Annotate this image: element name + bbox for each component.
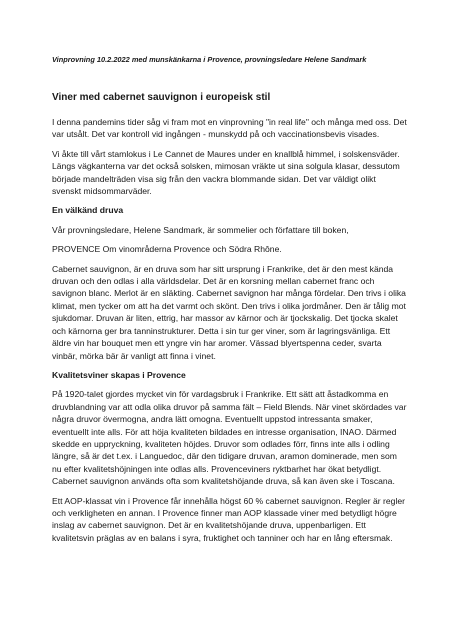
section2-paragraph-1: På 1920-talet gjordes mycket vin för vardagsbruk i Frankrike. Ett sätt att åstadkomma en druvblandning var att odla olika druvor på samma fält – Field Blends. När vinet skördades var några druvor övermogna, andra lätt omogna. Eventuellt uppstod intressanta smaker, eventuellt inte alls. För att höja kvaliteten bildades en intresse organisation, INAO. Därmed skedde en uppryckning, kvaliteten höjdes. Druvor som odlades förr, finns inte alls i odling längre, så är det t.ex. i Languedoc, där den tidigare druvan, aramon dominerade, men som nu efter kvalitetshöjningen inte odlas alls. Provenceviners ryktbarhet har ökat betydligt. Cabernet sauvignon används ofta som kvalitetshöjande druva, så kan även ske i Toscana.: [52, 389, 407, 487]
document-body: [52, 116, 407, 551]
section2-paragraph-2: Ett AOP-klassat vin i Provence får innehålla högst 60 % cabernet sauvignon. Regler är regler och verkligheten en annan. I Provence finner man AOP klassade viner med betydligt högre inslag av cabernet sauvignon. Det är en kvalitetshöjande druva, uppenbarligen. Ett kvalitetsvin präglas av en balans i syra, fruktighet och tanniner och har en lång eftersmak.: [52, 495, 406, 543]
intro-paragraph-1: I denna pandemins tider såg vi fram mot en vinprovning "in real life" och många med oss. Det var utsålt. Det var kontroll vid ingången - munskydd på och vaccinationsbevis visades.: [52, 117, 407, 140]
section1-paragraph-2: PROVENCE Om vinområderna Provence och Södra Rhône.: [52, 244, 282, 255]
section1-paragraph-1: Vår provningsledare, Helene Sandmark, är sommelier och författare till boken,: [52, 224, 349, 235]
section-heading-grape: En välkänd druva: [52, 205, 124, 216]
document-header: Vinprovning 10.2.2022 med munskänkarna i Provence, provningsledare Helene Sandmark: [52, 55, 367, 64]
intro-paragraph-2: Vi åkte till vårt stamlokus i Le Cannet de Maures under en knallblå himmel, i solskensväder. Längs vägkanterna var det också solsken, mimosan vräkte ut sina solgula klasar, dessutom började mandelträden visa sig från den vackra blommande sidan. Det var väldigt olikt svenskt midsommarväder.: [52, 148, 400, 197]
page-title: Viner med cabernet sauvignon i europeisk stil: [52, 92, 271, 103]
section-heading-quality: Kvalitetsviner skapas i Provence: [52, 369, 186, 380]
section1-paragraph-3: Cabernet sauvignon, är en druva som har sitt ursprung i Frankrike, det är den mest kända druvan och den odlas i alla världsdelar. Det är en korsning mellan cabernet franc och savignon blanc. Merlot är en släkting. Cabernet savignon har många fördelar. Den trivs i olika klimat, men tycker om att ha det varmt och skönt. Den trivs i olika jordmåner. Den är tålig mot sjukdomar. Druvan är liten, ettrig, har massor av kärnor och är tjockskalig. Det tjocka skalet och kärnorna ger bra tanninstrukturer. Detta i sin tur ger viner, som är lagringsvänliga. Ett äldre vin har bouquet men ett yngre vin har aromer. Vässad blyertspenna ceder, svarta vinbär, mörka bär är vanligt att finna i vinet.: [52, 263, 406, 361]
